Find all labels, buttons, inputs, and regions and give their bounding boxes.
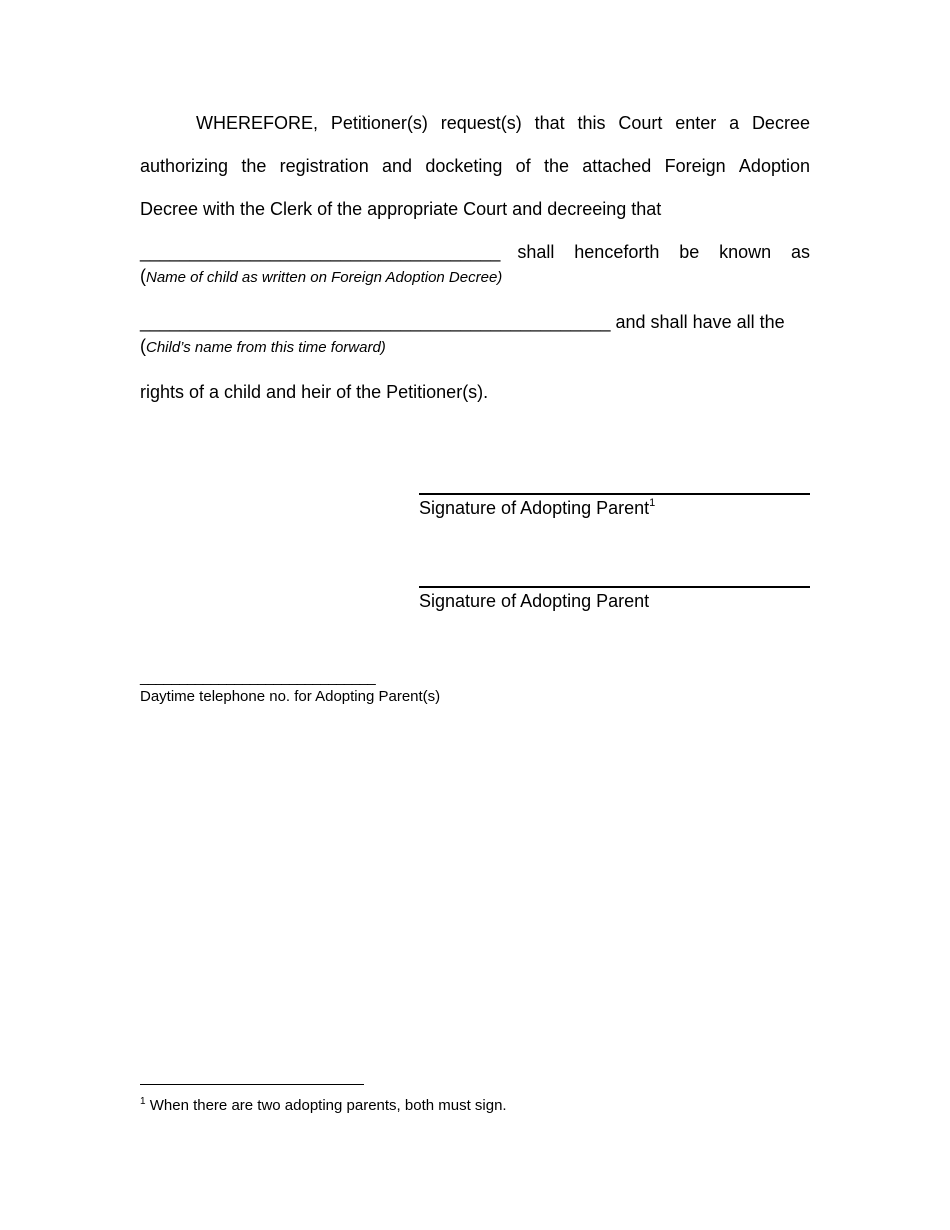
paragraph-word: attached	[582, 156, 652, 176]
footnote-divider	[140, 1084, 364, 1085]
paragraph-word: Court	[618, 113, 663, 133]
child-name-caption	[140, 267, 502, 287]
paragraph-word: Decree	[751, 113, 810, 133]
child-name-trailing	[500, 241, 810, 263]
paragraph-word: Adoption	[738, 156, 810, 176]
phone-label: Daytime telephone no. for Adopting Parent(s)	[140, 688, 441, 705]
trailing-word: known	[719, 242, 772, 262]
footnote	[140, 1097, 507, 1115]
paragraph-word: WHEREFORE,	[196, 113, 319, 133]
paragraph-word: docketing	[425, 156, 503, 176]
paragraph-line-2	[140, 155, 810, 177]
signature-line[interactable]	[419, 586, 810, 588]
child-name-blank[interactable]: ____________________________________	[140, 242, 501, 262]
new-name-blank[interactable]: _______________________________________________	[140, 312, 611, 332]
footnote-reference: 1	[649, 497, 656, 509]
signature-block-1	[419, 493, 810, 519]
paragraph-word: the	[241, 156, 267, 176]
child-name-row	[140, 241, 810, 263]
signature-label: Signature of Adopting Parent	[419, 591, 650, 611]
closing-line: rights of a child and heir of the Petitioner(s).	[140, 382, 489, 402]
caption-text: Child’s name from this time forward)	[146, 339, 386, 356]
footnote-text: When there are two adopting parents, both must sign.	[145, 1097, 507, 1114]
trailing-word: be	[679, 242, 700, 262]
phone-block	[140, 670, 440, 706]
paragraph-word: this	[577, 113, 606, 133]
paragraph-word: a	[729, 113, 740, 133]
paragraph-word: registration	[279, 156, 369, 176]
paragraph-line-1	[140, 112, 810, 134]
paragraph-word: Petitioner(s)	[330, 113, 428, 133]
new-name-trailing: and shall have all the	[610, 312, 785, 332]
paragraph-word: of	[515, 156, 531, 176]
trailing-word: shall	[517, 242, 555, 262]
trailing-word: henceforth	[574, 242, 660, 262]
paragraph-word: request(s)	[440, 113, 522, 133]
paragraph-line-3: Decree with the Clerk of the appropriate Court and decreeing that	[140, 199, 662, 219]
trailing-word: as	[790, 242, 810, 262]
paragraph-word: the	[543, 156, 569, 176]
new-name-caption	[140, 337, 386, 357]
phone-blank[interactable]: ______________________________	[140, 669, 376, 686]
paragraph-word: and	[381, 156, 413, 176]
paragraph-word: authorizing	[140, 156, 229, 176]
signature-line[interactable]	[419, 493, 810, 495]
new-name-row	[140, 311, 810, 333]
paragraph-word: that	[534, 113, 565, 133]
caption-paren: (	[140, 266, 146, 286]
caption-text: Name of child as written on Foreign Adoption Decree)	[146, 269, 503, 286]
footnote-mark: 1	[140, 1096, 146, 1107]
caption-paren: (	[140, 336, 146, 356]
signature-label: Signature of Adopting Parent$^1$	[419, 497, 656, 518]
paragraph-word: enter	[675, 113, 717, 133]
signature-block-2	[419, 586, 810, 612]
paragraph-word: Foreign	[664, 156, 726, 176]
